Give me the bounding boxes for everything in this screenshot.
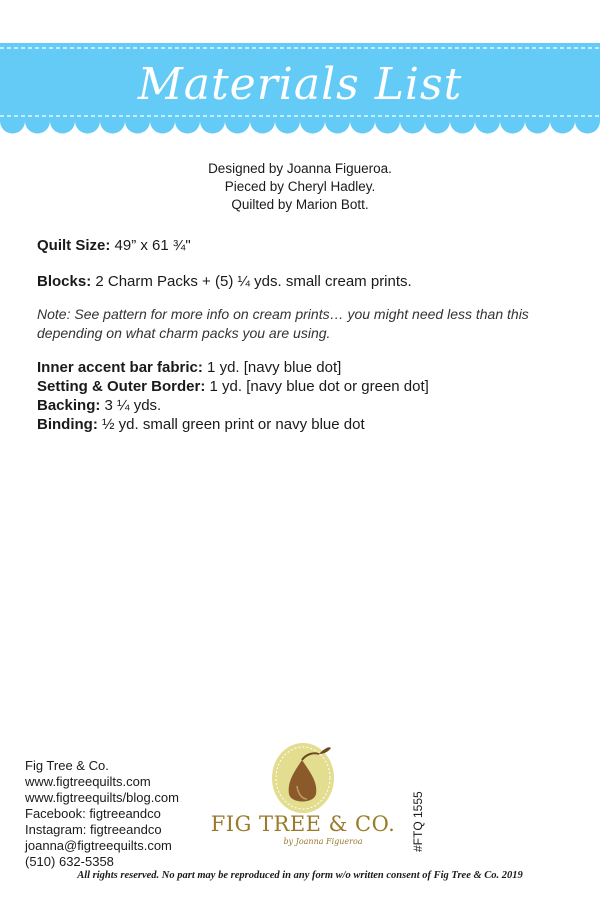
company-name: Fig Tree & Co. xyxy=(25,758,109,773)
material-line xyxy=(37,396,577,415)
email-link[interactable]: joanna@figtreequilts.com xyxy=(25,838,172,853)
material-label: Inner accent bar fabric: xyxy=(37,359,203,376)
quilter-credit: Quilted by Marion Bott. xyxy=(231,197,369,212)
fig-icon xyxy=(198,742,408,814)
blocks-line xyxy=(37,272,577,291)
material-line xyxy=(37,358,577,377)
material-value: 1 yd. [navy blue dot] xyxy=(202,359,342,376)
instagram-handle: Instagram: figtreeandco xyxy=(25,822,162,837)
piecer-credit: Pieced by Cheryl Hadley. xyxy=(224,179,376,194)
fig-tree-logo xyxy=(198,742,408,854)
quilt-size-value: 49” x 61 ¾" xyxy=(110,237,191,254)
website-link[interactable]: www.figtreequilts.com xyxy=(25,774,151,789)
blog-link[interactable]: www.figtreequilts/blog.com xyxy=(25,790,179,805)
material-label: Binding: xyxy=(37,416,98,433)
blocks-value: 2 Charm Packs + (5) ¼ yds. small cream prints. xyxy=(91,273,412,290)
materials-content xyxy=(37,236,577,434)
facebook-handle: Facebook: figtreeandco xyxy=(25,806,161,821)
material-value: 1 yd. [navy blue dot or green dot] xyxy=(205,378,429,395)
materials-banner xyxy=(0,43,600,145)
material-value: ½ yd. small green print or navy blue dot xyxy=(97,416,365,433)
contact-info xyxy=(25,758,179,870)
credits-block xyxy=(0,160,600,214)
cream-prints-note: Note: See pattern for more info on cream prints… you might need less than this depending on what charm packs you are using. xyxy=(37,306,529,341)
material-label: Setting & Outer Border: xyxy=(37,378,206,395)
phone-number: (510) 632-5358 xyxy=(25,854,114,869)
material-value: 3 ¼ yds. xyxy=(100,397,162,414)
logo-byline: by Joanna Figueroa xyxy=(283,837,363,846)
quilt-size-label: Quilt Size: xyxy=(37,237,111,254)
logo-wordmark: FIG TREE & CO. xyxy=(210,812,396,836)
material-line xyxy=(37,377,577,396)
material-label: Backing: xyxy=(37,397,101,414)
quilt-size-line xyxy=(37,236,577,255)
pattern-code: #FTQ 1555 xyxy=(411,791,425,852)
copyright-notice: All rights reserved. No part may be reproduced in any form w/o written consent of Fig Tree & Co. 2019 xyxy=(77,870,523,881)
page-title: Materials List xyxy=(137,59,463,110)
material-line xyxy=(37,415,577,434)
designer-credit: Designed by Joanna Figueroa. xyxy=(208,161,392,176)
blocks-label: Blocks: xyxy=(37,273,92,290)
